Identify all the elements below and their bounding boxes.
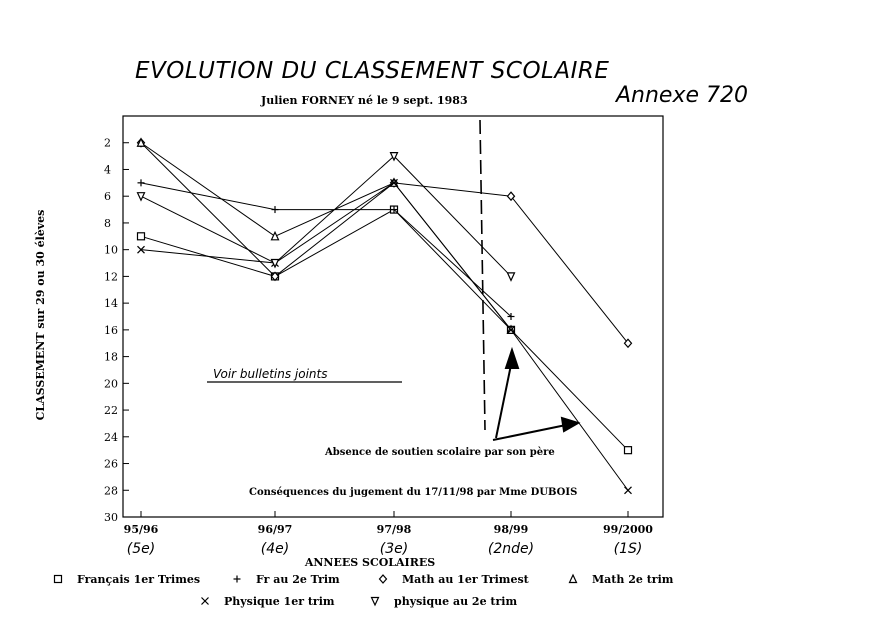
legend-marker [202,598,209,605]
x-tick-label: 95/96 [123,523,159,536]
legend-item [202,595,335,608]
legend-marker [570,575,577,583]
chart-title: EVOLUTION DU CLASSEMENT SCOLAIRE [135,58,610,84]
chart-subtitle: Julien FORNEY né le 9 sept. 1983 [261,94,468,107]
y-tick-label: 24 [104,430,118,444]
y-tick-label: 8 [104,216,111,230]
y-tick-label: 16 [104,323,118,337]
x-axis [124,511,654,557]
y-tick-label: 20 [104,377,118,391]
y-axis-label: CLASSEMENT sur 29 ou 30 élèves [34,209,47,421]
series-layer [138,139,632,494]
x-tick-label: 99/2000 [603,523,653,536]
consequences-annotation: Conséquences du jugement du 17/11/98 par Mme DUBOIS [249,487,578,498]
legend-label: Fr au 2e Trim [256,573,340,586]
y-tick-label: 12 [104,270,118,284]
x-tick-label: 97/98 [376,523,412,536]
x-category-note: (4e) [260,541,290,557]
series-line [141,210,628,451]
legend-marker [55,576,62,583]
y-tick-label: 14 [104,297,118,311]
data-point [625,487,632,494]
y-tick-label: 22 [104,404,118,418]
series-line [141,183,511,317]
legend-item [55,573,201,586]
annex-note: Annexe 720 [616,83,749,108]
y-tick-label: 6 [104,190,111,204]
y-tick-label: 28 [104,484,118,498]
y-tick-label: 18 [104,350,118,364]
x-category-note: (1S) [613,541,643,557]
legend-label: physique au 2e trim [394,595,518,608]
x-axis-label: ANNEES SCOLAIRES [304,556,436,569]
legend-item [372,595,518,608]
data-point [272,232,279,240]
data-point [138,233,145,240]
legend-marker [234,576,241,583]
series-triangle-down [138,153,515,281]
x-category-note: (5e) [126,541,156,557]
y-tick-label: 10 [104,243,118,257]
series-plus [138,179,515,320]
x-tick-label: 96/97 [257,523,293,536]
series-line [141,156,511,276]
series-line [141,143,628,344]
legend-item [570,573,674,586]
legend-marker [372,598,379,606]
x-category-note: (3e) [379,541,409,557]
data-point [508,273,515,281]
legend-label: Français 1er Trimes [77,573,201,586]
handwritten-box-note: Voir bulletins joints [213,367,328,381]
legend-label: Math au 1er Trimest [402,573,529,586]
series-square [138,206,632,454]
y-tick-label: 26 [104,457,118,471]
legend-item [380,573,530,586]
legend-label: Physique 1er trim [224,595,335,608]
legend-item [234,573,341,586]
legend [55,573,674,608]
series-diamond [138,139,632,348]
legend-label: Math 2e trim [592,573,674,586]
data-point [272,206,279,213]
y-tick-label: 4 [104,163,111,177]
x-tick-label: 98/99 [493,523,529,536]
y-axis [104,137,129,524]
event-dashed-line [480,120,485,430]
data-point [625,447,632,454]
series-line [141,183,628,490]
data-point [138,193,145,201]
y-tick-label: 2 [104,136,111,150]
y-tick-label: 30 [104,511,118,524]
x-category-note: (2nde) [487,541,535,557]
absence-annotation: Absence de soutien scolaire par son père [325,447,555,458]
legend-marker [380,575,387,583]
data-point [138,179,145,186]
